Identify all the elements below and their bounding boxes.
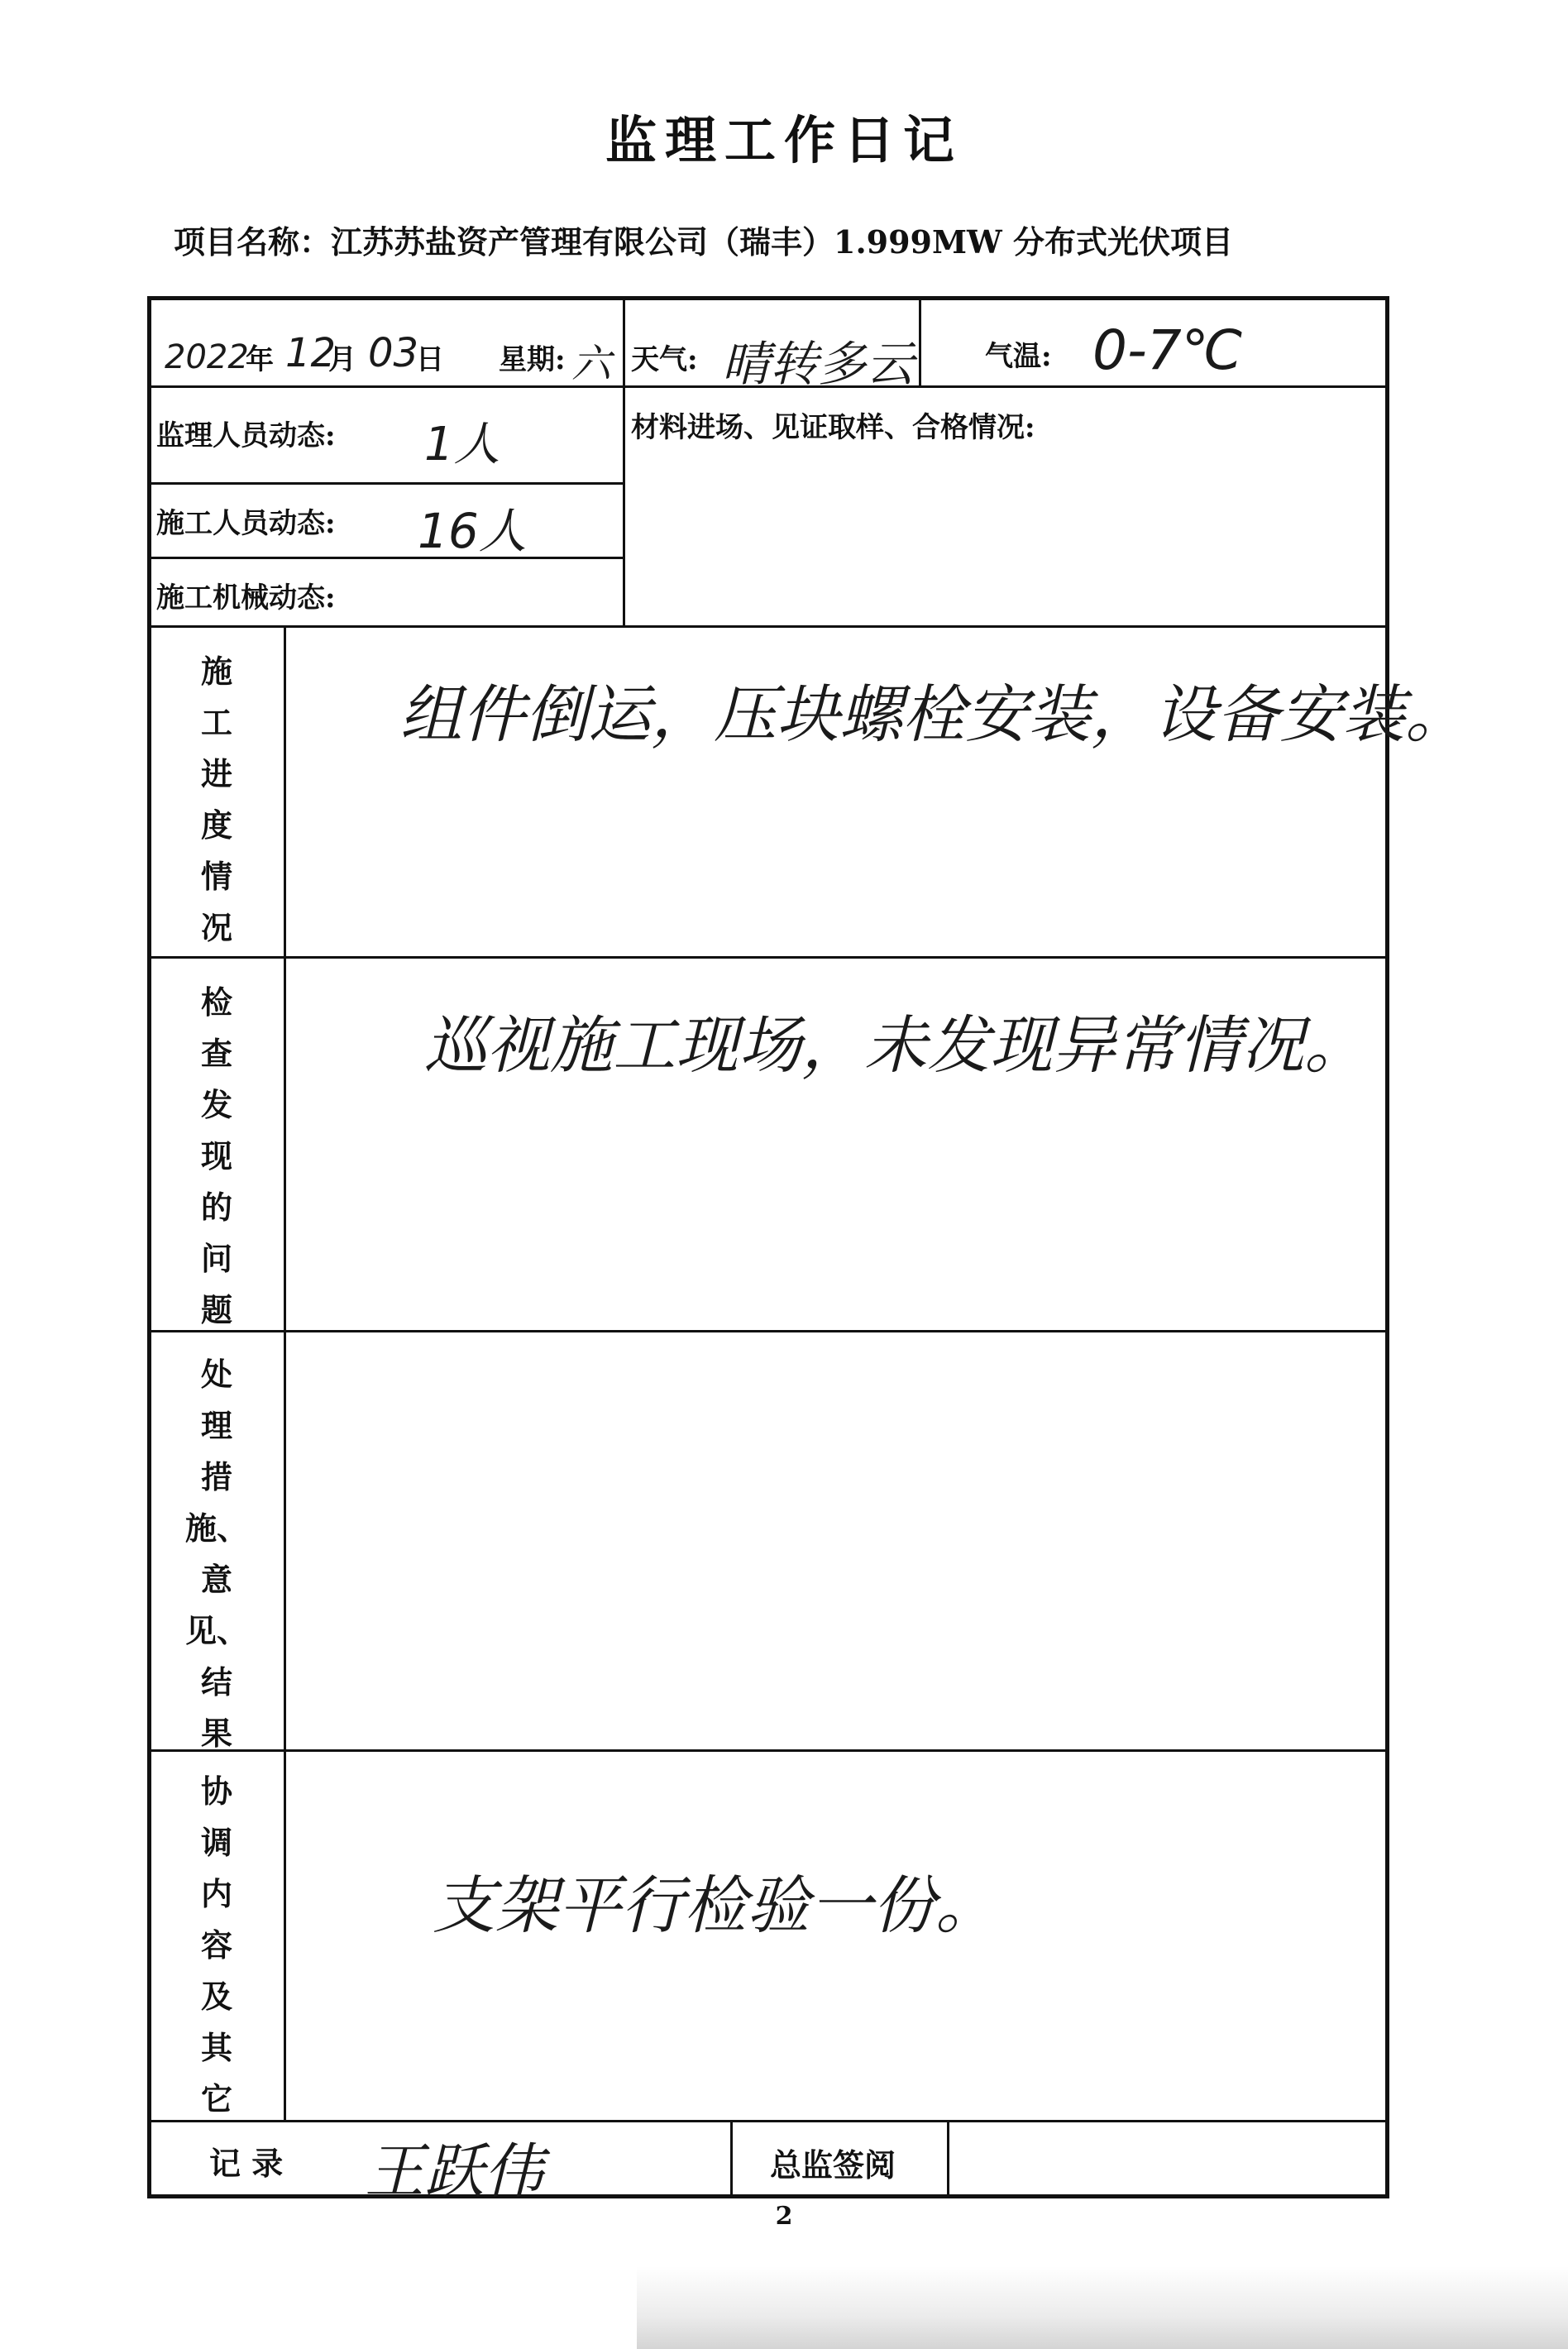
column-divider [919, 300, 921, 385]
label-char: 工 [200, 704, 232, 741]
column-divider [730, 2120, 733, 2198]
temperature-value: 0-7℃ [1092, 318, 1243, 382]
label-char: 查 [200, 1035, 232, 1072]
label-char: 见、 [184, 1612, 248, 1649]
label-char: 问 [200, 1240, 232, 1277]
label-char: 检 [200, 983, 232, 1021]
row-divider [151, 2120, 1385, 2122]
section-label-progress [179, 646, 254, 954]
label-char: 况 [200, 909, 232, 946]
weather-value: 晴转多云 [722, 336, 915, 392]
row-divider [151, 557, 623, 559]
label-char: 结 [200, 1663, 232, 1701]
label-char: 及 [200, 1978, 232, 2015]
label-char: 施、 [184, 1509, 248, 1547]
label-char: 它 [200, 2080, 232, 2117]
section-label-measures [179, 1349, 254, 1759]
date-year: 2022 [165, 338, 249, 376]
label-char: 措 [200, 1458, 232, 1495]
label-char: 进 [200, 755, 232, 792]
weather-label: 天气: [631, 343, 698, 376]
page-title: 监理工作日记 [605, 110, 963, 170]
machinery-label: 施工机械动态: [156, 581, 336, 615]
date-month-label: 月 [328, 343, 356, 376]
label-char: 意 [200, 1561, 232, 1598]
date-day-label: 日 [416, 343, 444, 376]
label-char: 施 [200, 653, 232, 690]
project-name: 项目名称：江苏苏盐资产管理有限公司（瑞丰）1.999MW 分布式光伏项目 [174, 223, 1233, 261]
section-content-progress: 组件倒运，压块螺栓安装，设备安装。 [399, 677, 1468, 751]
label-char: 理 [200, 1407, 232, 1444]
materials-label: 材料进场、见证取样、合格情况: [631, 411, 1035, 444]
label-char: 容 [200, 1926, 232, 1964]
weekday-label: 星期: [499, 343, 566, 376]
section-content-coordination: 支架平行检验一份。 [433, 1868, 998, 1942]
column-divider [284, 625, 286, 2120]
label-char: 情 [200, 858, 232, 895]
label-char: 果 [200, 1715, 232, 1752]
chief-label: 总监签阅 [770, 2146, 896, 2184]
construction-staff-label: 施工人员动态: [156, 507, 336, 540]
record-label: 记 录 [209, 2145, 284, 2182]
scan-shadow [637, 2266, 1568, 2349]
record-signature: 王跃伟 [365, 2136, 544, 2206]
diary-form [147, 296, 1468, 2206]
label-char: 题 [200, 1291, 232, 1328]
label-char: 其 [200, 2029, 232, 2066]
column-divider [623, 300, 625, 625]
label-char: 内 [200, 1875, 232, 1912]
row-divider [151, 1749, 1385, 1752]
row-divider [151, 625, 1385, 628]
column-divider [947, 2120, 949, 2198]
label-char: 调 [200, 1824, 232, 1861]
supervisor-staff-label: 监理人员动态: [156, 419, 336, 452]
supervisor-staff-value: 1人 [424, 418, 500, 471]
date-day: 03 [368, 330, 419, 376]
section-label-coordination [179, 1766, 254, 2125]
label-char: 处 [200, 1356, 232, 1393]
date-year-label: 年 [246, 343, 274, 376]
row-divider [151, 1330, 1385, 1332]
row-divider [151, 482, 623, 485]
weekday-value: 六 [571, 341, 612, 387]
label-char: 发 [200, 1086, 232, 1123]
page-number: 2 [775, 2202, 793, 2231]
label-char: 现 [200, 1137, 232, 1174]
date-month: 12 [285, 330, 337, 376]
construction-staff-value: 16人 [418, 503, 527, 559]
label-char: 的 [200, 1189, 232, 1226]
section-content-issues: 巡视施工现场，未发现异常情况。 [424, 1008, 1367, 1082]
temperature-label: 气温: [985, 340, 1052, 373]
label-char: 度 [200, 806, 232, 844]
row-divider [151, 956, 1385, 959]
section-label-issues [179, 977, 254, 1336]
label-char: 协 [200, 1773, 232, 1810]
